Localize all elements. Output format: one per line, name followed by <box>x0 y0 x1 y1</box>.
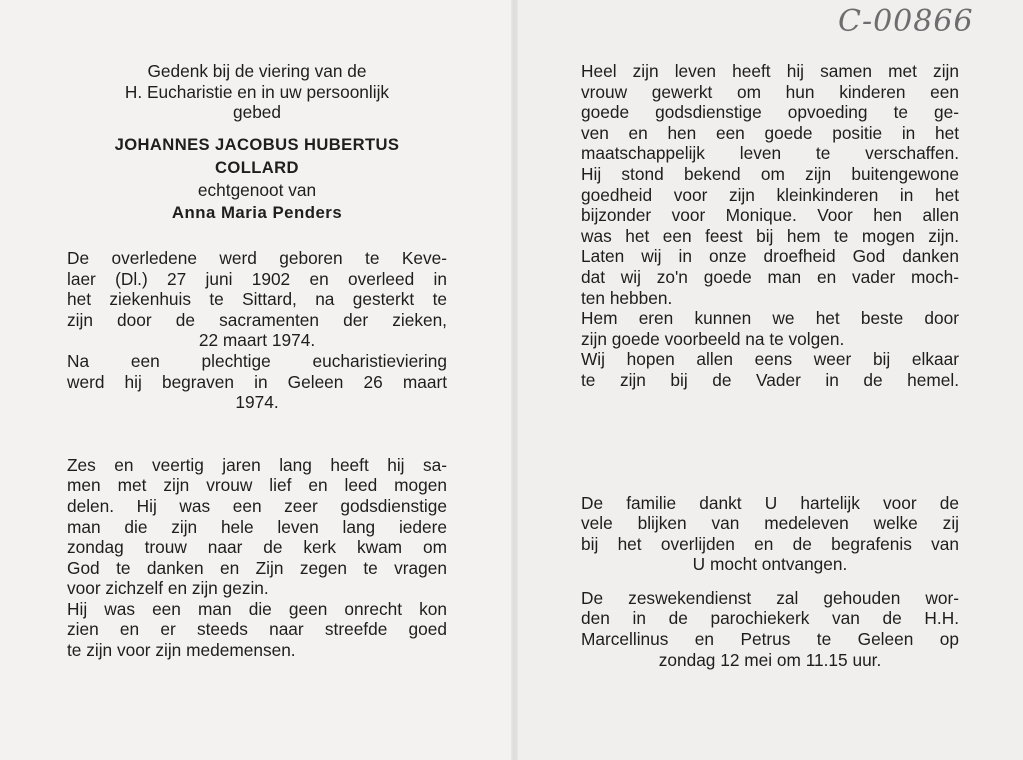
life-line: Hij stond bekend om zijn buitengewone <box>581 163 959 184</box>
tribute-line: Zes en veertig jaren lang heeft hij sa- <box>67 454 447 475</box>
bio-paragraph <box>67 248 447 413</box>
thanks-line: De familie dankt U hartelijk voor de <box>581 492 959 513</box>
bio-line: laer (Dl.) 27 juni 1902 en overleed in <box>67 268 447 289</box>
life-line: zijn goede voorbeeld na te volgen. <box>581 328 845 349</box>
tribute-paragraph <box>67 455 447 661</box>
tribute-line: Hij was een man die geen onrecht kon <box>67 598 447 619</box>
name-line: JOHANNES JACOBUS HUBERTUS <box>114 134 400 154</box>
death-date: 22 maart 1974. <box>198 330 316 351</box>
deceased-name <box>67 133 447 179</box>
bio-line: zijn door de sacramenten der zieken, <box>67 309 447 330</box>
tribute-line: man die zijn hele leven lang iedere <box>67 516 447 537</box>
card-fold <box>511 0 518 760</box>
tribute-line: zien en er steeds naar streefde goed <box>67 619 447 640</box>
burial-year: 1974. <box>235 392 279 413</box>
service-line: den in de parochiekerk van de H.H. <box>581 608 959 629</box>
life-line: Hem eren kunnen we het beste door <box>581 308 959 329</box>
intro-line: H. Eucharistie en in uw persoonlijk <box>124 81 390 102</box>
service-end: zondag 12 mei om 11.15 uur. <box>658 649 882 670</box>
spouse-name: Anna Maria Penders <box>171 203 343 223</box>
life-line: te zijn bij de Vader in de hemel. <box>581 369 959 390</box>
service-line: De zeswekendienst zal gehouden wor- <box>581 587 959 608</box>
tribute-line: delen. Hij was een zeer godsdienstige <box>67 495 447 516</box>
thanks-paragraph <box>581 493 959 575</box>
tribute-line: men met zijn vrouw lief en leed mogen <box>67 475 447 496</box>
thanks-line: bij het overlijden en de begrafenis van <box>581 533 959 554</box>
life-line: Wij hopen allen eens weer bij elkaar <box>581 349 959 370</box>
intro-line: gebed <box>232 102 282 123</box>
left-column <box>67 61 447 661</box>
bio-line: het ziekenhuis te Sittard, na gesterkt te <box>67 289 447 310</box>
intro-line: Gedenk bij de viering van de <box>147 61 367 81</box>
life-line: was het een feest bij hem te mogen zijn. <box>581 225 959 246</box>
life-line: Laten wij in onze droefheid God danken <box>581 246 959 267</box>
life-line: dat wij zo'n goede man en vader moch- <box>581 266 959 287</box>
tribute-line: te zijn voor zijn medemensen. <box>67 640 296 661</box>
handwritten-card-id: C-00866 <box>838 4 974 39</box>
bio-line: De overledene werd geboren te Keve- <box>67 247 447 268</box>
life-line: maatschappelijk leven te verschaffen. <box>581 143 959 164</box>
burial-line: Na een plechtige eucharistieviering <box>67 350 447 371</box>
service-line: Marcellinus en Petrus te Geleen op <box>581 629 959 650</box>
life-line: vrouw gewerkt om hun kinderen een <box>581 81 959 102</box>
thanks-end: U mocht ontvangen. <box>692 554 848 575</box>
intro-text <box>67 61 447 123</box>
name-line: COLLARD <box>215 157 299 177</box>
tribute-line: voor zichzelf en zijn gezin. <box>67 578 269 599</box>
thanks-line: vele blijken van medeleven welke zij <box>581 513 959 534</box>
life-line: ven en hen een goede positie in het <box>581 122 959 143</box>
life-line: bijzonder voor Monique. Voor hen allen <box>581 205 959 226</box>
tribute-line: God te danken en Zijn zegen te vragen <box>67 557 447 578</box>
tribute-line: zondag trouw naar de kerk kwam om <box>67 537 447 558</box>
burial-line: werd hij begraven in Geleen 26 maart <box>67 371 447 392</box>
right-column <box>581 61 959 670</box>
spouse-intro: echtgenoot van <box>197 179 317 200</box>
life-line: goedheid voor zijn kleinkinderen in het <box>581 184 959 205</box>
life-line: ten hebben. <box>581 287 673 308</box>
service-paragraph <box>581 588 959 670</box>
life-line: Heel zijn leven heeft hij samen met zijn <box>581 61 959 81</box>
life-line: goede godsdienstige opvoeding te ge- <box>581 102 959 123</box>
life-paragraph <box>581 61 959 391</box>
